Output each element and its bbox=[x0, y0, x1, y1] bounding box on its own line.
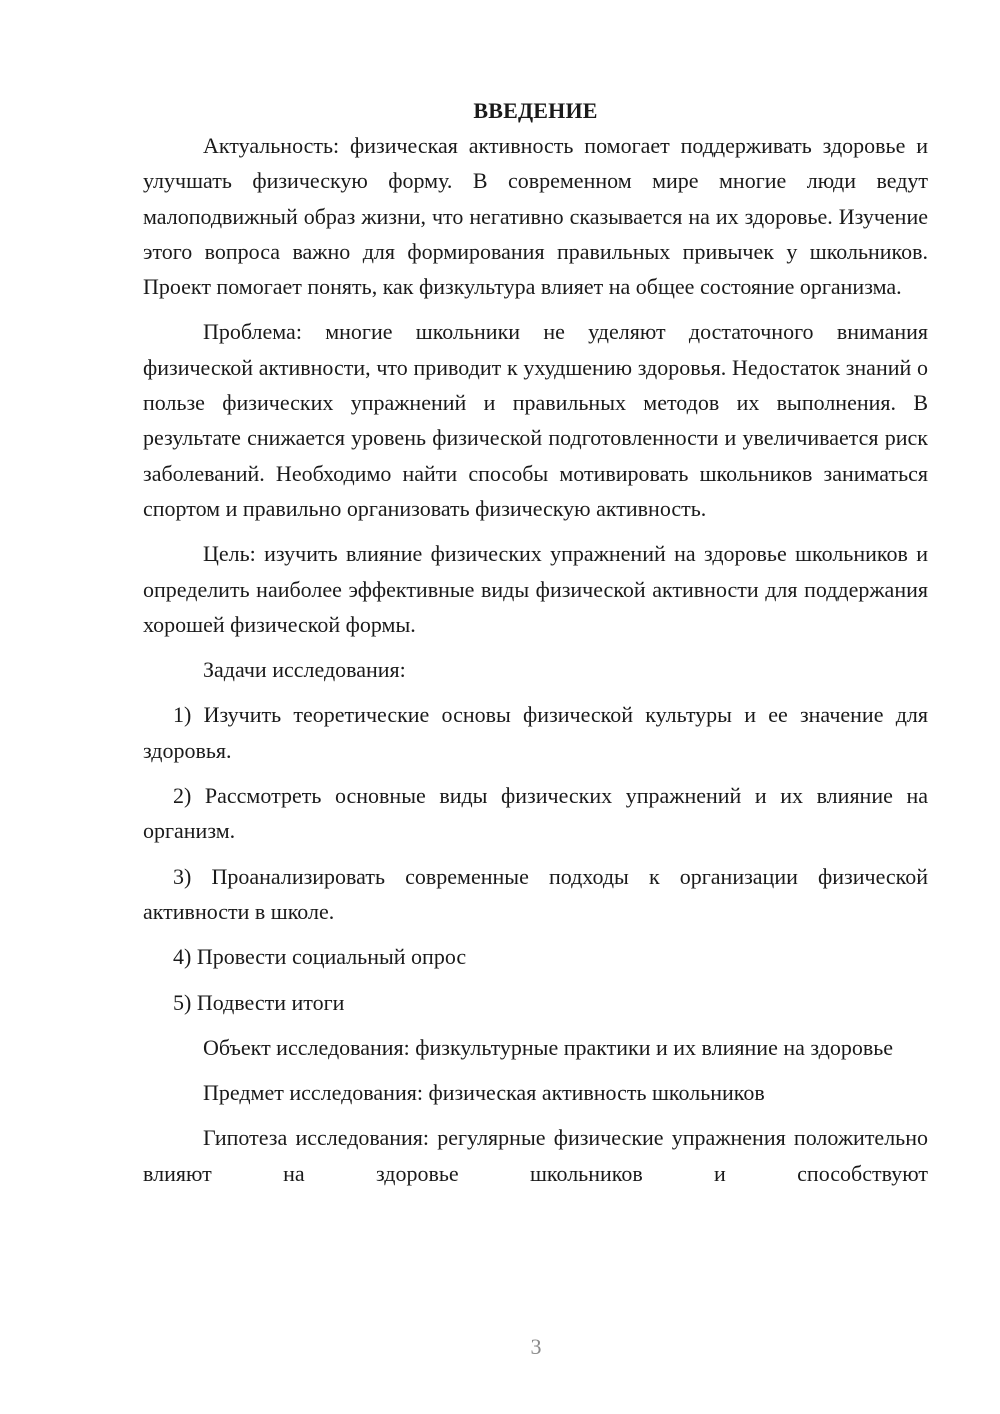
task-item-3: 3) Проанализировать современные подходы к организации физической активности в школе. bbox=[143, 863, 928, 924]
page-content bbox=[143, 93, 928, 1191]
relevance-paragraph: Актуальность: физическая активность помогает поддерживать здоровье и улучшать физическую форму. В современном мире многие люди ведут малоподвижный образ жизни, что негативно сказывается на их здоровье. Изучение этого вопроса важно для формирования правильных привычек у школьников. Проект помогает понять, как физкультура влияет на общее состояние организма. bbox=[143, 133, 928, 300]
subject-paragraph: Предмет исследования: физическая активность школьников bbox=[203, 1080, 765, 1106]
object-paragraph: Объект исследования: физкультурные практики и их влияние на здоровье bbox=[203, 1034, 894, 1060]
task-item-5: 5) Подвести итоги bbox=[173, 989, 345, 1015]
task-item-1: 1) Изучить теоретические основы физической культуры и ее значение для здоровья. bbox=[143, 702, 928, 763]
task-item-4: 4) Провести социальный опрос bbox=[173, 944, 467, 970]
page-number: 3 bbox=[530, 1334, 542, 1359]
goal-paragraph: Цель: изучить влияние физических упражнений на здоровье школьников и определить наиболее эффективные виды физической активности для поддержания хорошей физической формы. bbox=[143, 541, 928, 637]
tasks-heading: Задачи исследования: bbox=[203, 657, 406, 683]
hypothesis-paragraph: Гипотеза исследования: регулярные физические упражнения положительно влияют на здоровье школьников и способствуют bbox=[143, 1125, 928, 1186]
task-item-2: 2) Рассмотреть основные виды физических упражнений и их влияние на организм. bbox=[143, 783, 928, 844]
problem-paragraph: Проблема: многие школьники не уделяют достаточного внимания физической активности, что приводит к ухудшению здоровья. Недостаток знаний о пользе физических упражнений и правильных методов их выполнения. В результате снижается уровень физической подготовленности и увеличивается риск заболеваний. Необходимо найти способы мотивировать школьников заниматься спортом и правильно организовать физическую активность. bbox=[143, 319, 928, 521]
section-title: ВВЕДЕНИЕ bbox=[473, 98, 598, 123]
